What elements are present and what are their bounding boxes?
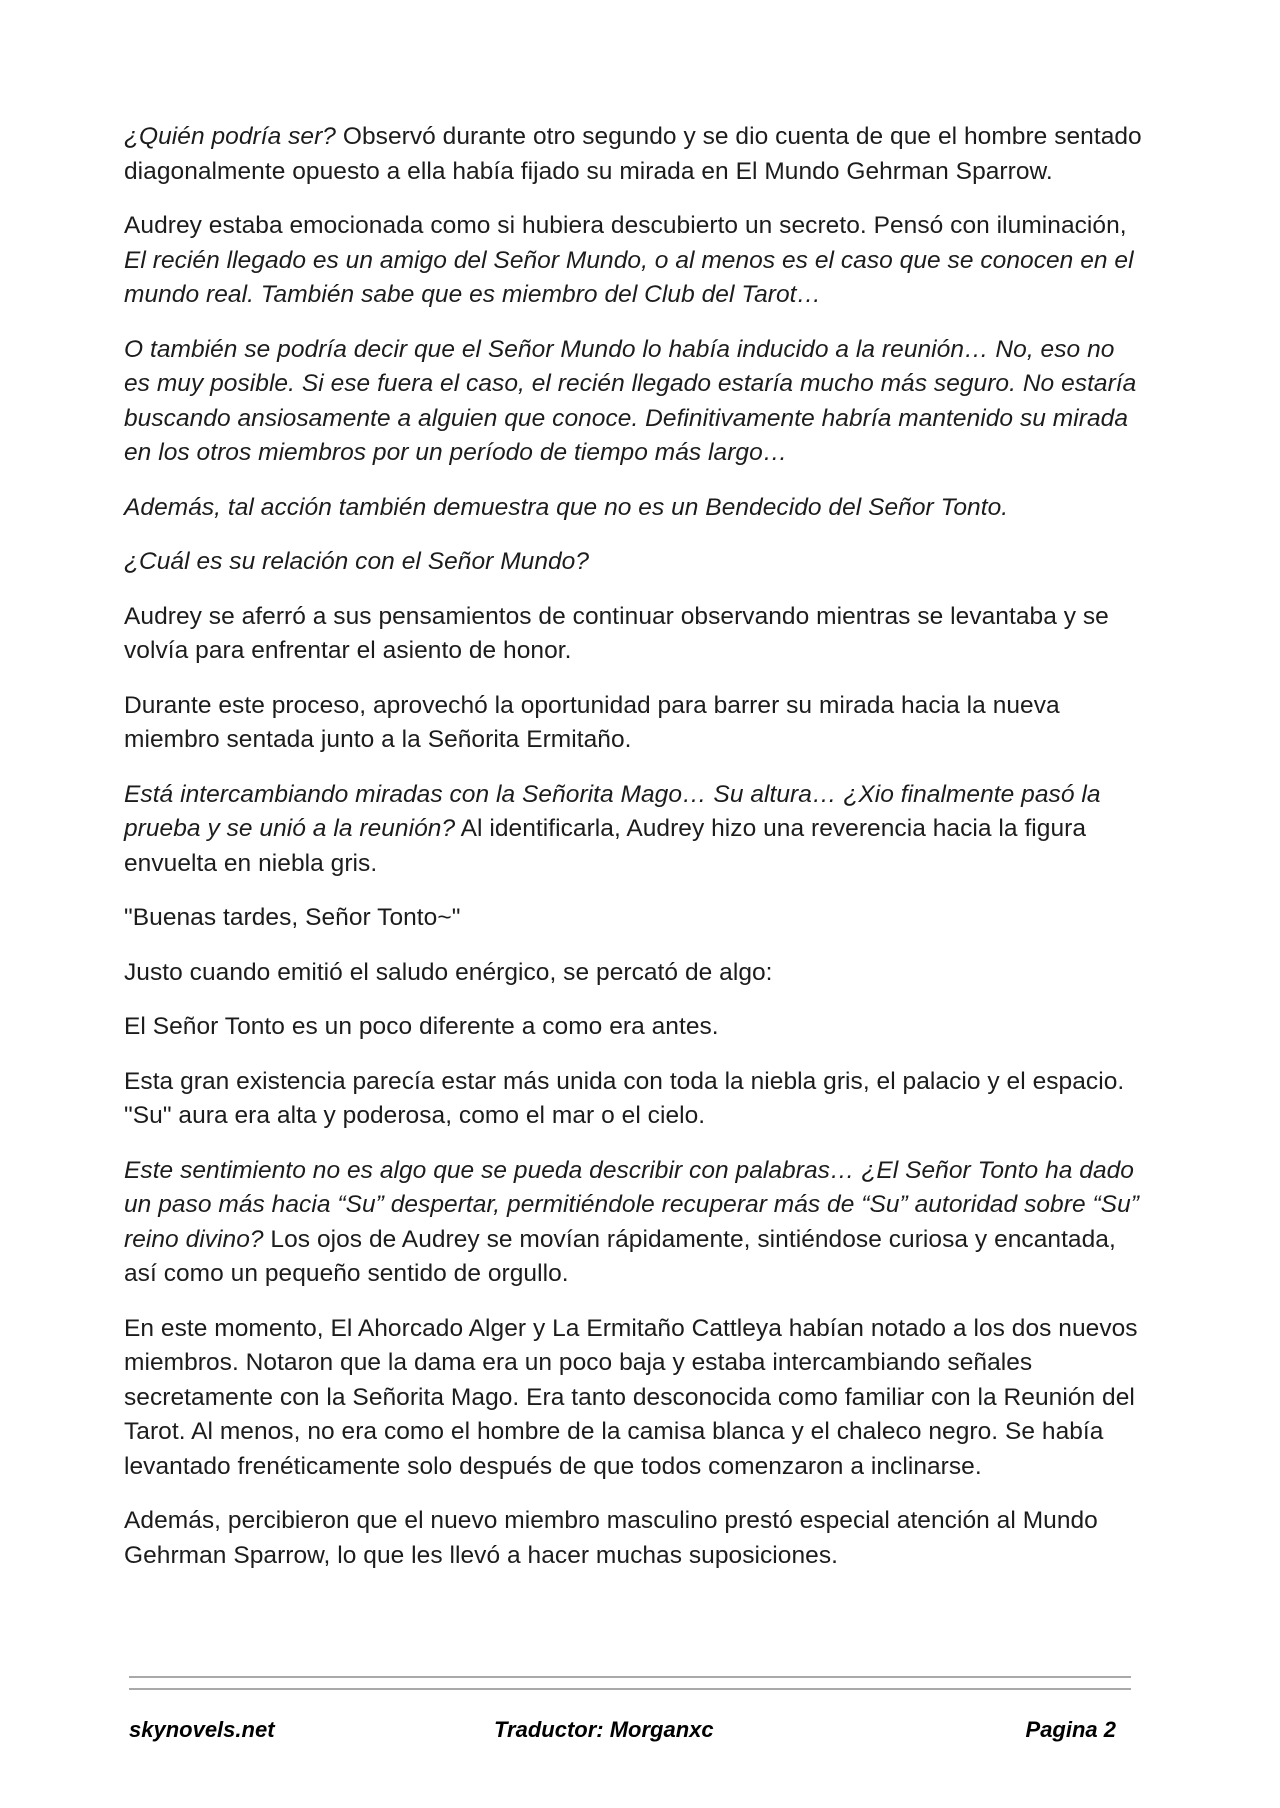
footer-divider (129, 1688, 1131, 1690)
paragraph-segment: "Buenas tardes, Señor Tonto~" (124, 904, 461, 931)
paragraph-segment: Los ojos de Audrey se movían rápidamente, sintiéndose curiosa y encantada, así como un pequeño sentido de orgullo. (124, 1225, 1116, 1287)
paragraph-segment: Observó durante otro segundo y se dio cuenta de que el hombre sentado diagonalmente opuesto a ella había fijado su mirada en El Mundo Gehrman Sparrow. (124, 123, 1142, 185)
page-footer (129, 1717, 1131, 1751)
footer-divider (129, 1676, 1131, 1678)
paragraph (124, 491, 1144, 526)
paragraph (124, 689, 1144, 758)
paragraph (124, 209, 1144, 313)
paragraph-segment: Además, percibieron que el nuevo miembro masculino prestó especial atención al Mundo Gehrman Sparrow, lo que les llevó a hacer muchas suposiciones. (124, 1507, 1098, 1569)
paragraph (124, 600, 1144, 669)
paragraph-segment: ¿Cuál es su relación con el Señor Mundo? (124, 548, 590, 575)
paragraph-segment: O también se podría decir que el Señor Mundo lo había inducido a la reunión… No, eso no es muy posible. Si ese fuera el caso, el recién llegado estaría mucho más seguro. No estaría buscando ansiosamente a alguien que conoce. Definitivamente habría mantenido su mirada en los otros miembros por un período de tiempo más largo… (124, 335, 1137, 466)
paragraph (124, 1312, 1144, 1485)
paragraph-segment: Está intercambiando miradas con la Señorita Mago… Su altura… ¿Xio finalmente pasó la prueba y se unió a la reunión? (124, 780, 1101, 842)
paragraph (124, 1154, 1144, 1292)
footer-translator: Traductor: Morganxc (494, 1717, 714, 1742)
paragraph-segment: Audrey se aferró a sus pensamientos de continuar observando mientras se levantaba y se volvía para enfrentar el asiento de honor. (124, 602, 1109, 664)
paragraph-segment: Audrey estaba emocionada como si hubiera descubierto un secreto. Pensó con iluminación, (124, 212, 1127, 239)
paragraph (124, 545, 1144, 580)
paragraph (124, 901, 1144, 936)
paragraph-segment: Este sentimiento no es algo que se pueda describir con palabras… ¿El Señor Tonto ha dado un paso más hacia “Su” despertar, permitiéndole recuperar más de “Su” autoridad sobre “Su” reino divino? (124, 1156, 1139, 1253)
paragraph (124, 1504, 1144, 1573)
paragraph-segment: Durante este proceso, aprovechó la oportunidad para barrer su mirada hacia la nueva miembro sentada junto a la Señorita Ermitaño. (124, 691, 1060, 753)
footer-site: skynovels.net (129, 1717, 275, 1742)
paragraph (124, 333, 1144, 471)
paragraph-segment: El Señor Tonto es un poco diferente a como era antes. (124, 1013, 719, 1040)
paragraph-segment: ¿Quién podría ser? (124, 123, 336, 150)
footer-page-number: Pagina 2 (1025, 1717, 1116, 1742)
paragraph-segment: El recién llegado es un amigo del Señor Mundo, o al menos es el caso que se conocen en el mundo real. También sabe que es miembro del Club del Tarot… (124, 246, 1134, 308)
paragraph-segment: En este momento, El Ahorcado Alger y La Ermitaño Cattleya habían notado a los dos nuevos miembros. Notaron que la dama era un poco baja y estaba intercambiando señales secretamente con la Señorita Mago. Era tanto desconocida como familiar con la Reunión del Tarot. Al menos, no era como el hombre de la camisa blanca y el chaleco negro. Se había levantado frenéticamente solo después de que todos comenzaron a inclinarse. (124, 1314, 1138, 1480)
paragraph (124, 1010, 1144, 1045)
paragraph (124, 778, 1144, 882)
paragraph (124, 120, 1144, 189)
paragraph-segment: Esta gran existencia parecía estar más unida con toda la niebla gris, el palacio y el espacio. "Su" aura era alta y poderosa, como el mar o el cielo. (124, 1067, 1125, 1129)
paragraph-segment: Además, tal acción también demuestra que no es un Bendecido del Señor Tonto. (124, 493, 1009, 521)
paragraph (124, 956, 1144, 991)
paragraph (124, 1065, 1144, 1134)
document-body (124, 120, 1144, 1593)
paragraph-segment: Al identificarla, Audrey hizo una reverencia hacia la figura envuelta en niebla gris. (124, 815, 1087, 877)
paragraph-segment: Justo cuando emitió el saludo enérgico, se percató de algo: (124, 958, 773, 986)
